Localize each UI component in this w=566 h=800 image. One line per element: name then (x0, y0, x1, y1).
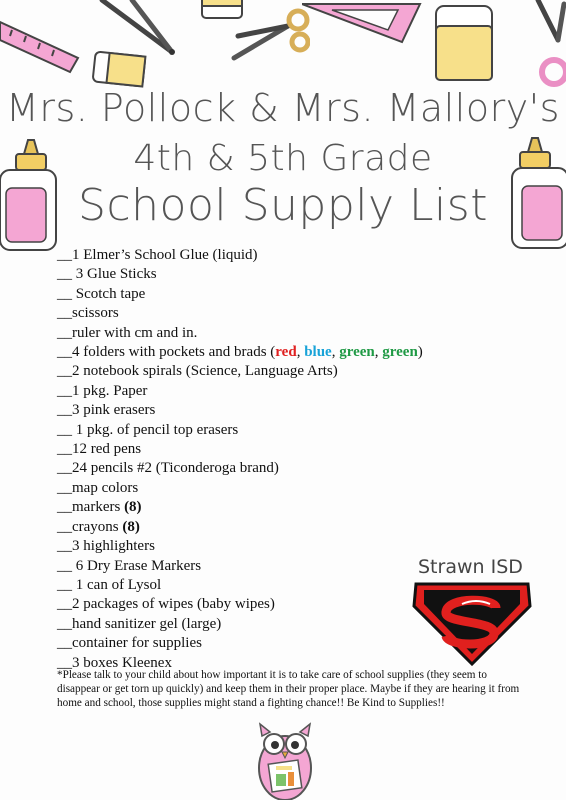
scissors-icon (524, 0, 566, 92)
scissors-icon (228, 6, 310, 64)
parent-note: *Please talk to your child about how important it is to take care of school supplies (they seem to disappear or get torn up quickly) and keep them in their proper place. Maybe if they are hearing it from home and school, those supplies might stand a fighting chance!! Be Kind to Supplies!! (57, 669, 520, 709)
school-name: Strawn ISD (418, 556, 523, 578)
set-square-icon (302, 0, 424, 46)
list-item: __ Scotch tape (57, 285, 146, 302)
list-item: __hand sanitizer gel (large) (57, 615, 222, 632)
color-red: red (275, 344, 297, 361)
color-blue: blue (304, 344, 332, 361)
list-item: __ 6 Dry Erase Markers (57, 557, 202, 574)
owl-icon (254, 718, 316, 800)
list-item: __2 packages of wipes (baby wipes) (57, 596, 275, 613)
list-item: __ 1 pkg. of pencil top erasers (57, 421, 239, 438)
list-item: __ 3 Glue Sticks (57, 266, 157, 283)
superman-s-logo (412, 582, 532, 666)
list-item: __scissors (57, 305, 119, 322)
item-count: (8) (124, 499, 142, 516)
item-text: __markers (57, 499, 125, 516)
eraser-icon (430, 2, 498, 84)
list-item (57, 498, 423, 517)
list-item: __2 notebook spirals (Science, Language Arts) (57, 363, 338, 380)
list-item: __3 highlighters (57, 538, 155, 555)
item-count: (8) (122, 518, 140, 535)
title-line-3: School Supply List (78, 180, 488, 231)
list-item: __ruler with cm and in. (57, 324, 198, 341)
list-item: __ 1 can of Lysol (57, 576, 162, 593)
title-line-2: 4th & 5th Grade (133, 138, 433, 179)
list-item: __3 pink erasers (57, 402, 156, 419)
item-text: __crayons (57, 518, 123, 535)
color-green: green (339, 344, 375, 361)
list-item: __24 pencils #2 (Ticonderoga brand) (57, 460, 279, 477)
list-item: __12 red pens (57, 441, 142, 458)
item-text: __4 folders with pockets and brads ( (57, 344, 276, 361)
supply-list (57, 246, 423, 673)
list-item: __1 pkg. Paper (57, 382, 148, 399)
eraser-icon (90, 48, 148, 90)
title-line-1: Mrs. Pollock & Mrs. Mallory's (6, 86, 560, 130)
list-item: __1 Elmer’s School Glue (liquid) (57, 247, 258, 263)
list-item: __4 folders with pockets and brads (red, blue, green, green) (57, 344, 423, 361)
list-item (57, 518, 423, 537)
color-green: green (382, 344, 418, 361)
ruler-icon (0, 0, 80, 90)
list-item: __container for supplies (57, 635, 202, 652)
list-item: __map colors (57, 479, 139, 496)
list-item: __3 boxes Kleenex (57, 654, 172, 671)
